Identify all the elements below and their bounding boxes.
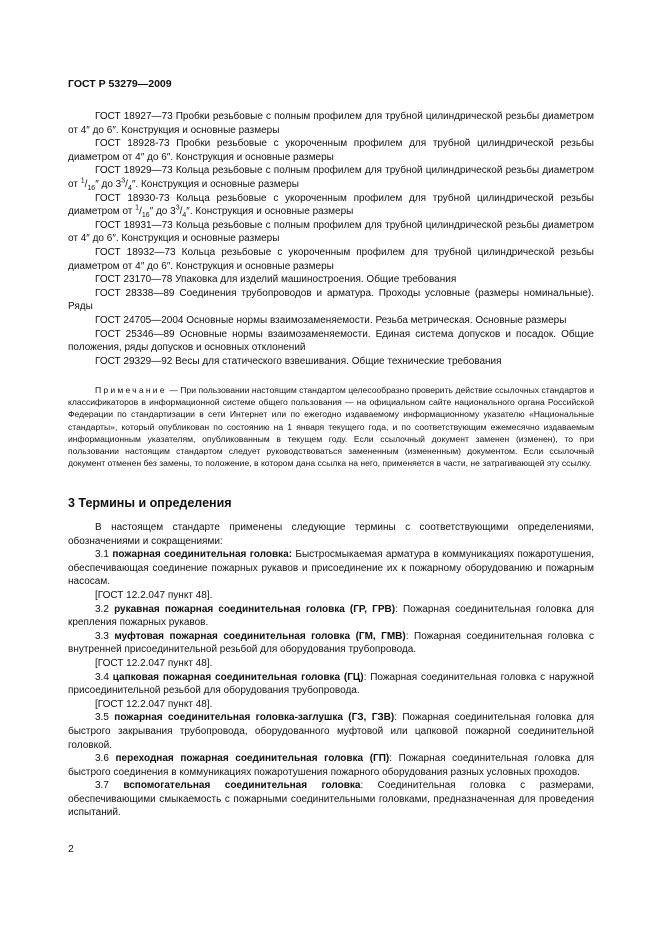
ref-item: ГОСТ 18928-73 Пробки резьбовые с укороченным профилем для трубной цилиндрической резьбы диаметром от 4″ до 6″. Конструкция и основные размеры: [68, 138, 594, 163]
ref-item: ГОСТ 24705—2004 Основные нормы взаимозаменяемости. Резьба метрическая. Основные размеры: [95, 314, 567, 326]
ref-item: ГОСТ 18932—73 Кольца резьбовые с укороченным профилем для трубной цилиндрической резьбы диаметром от 4″ до 6″. Конструкция и основные размеры: [68, 246, 594, 272]
note-label: Примечание: [95, 385, 167, 395]
ref-item: ГОСТ 29329—92 Весы для статического взвешивания. Общие технические требования: [95, 355, 502, 367]
term-source: [ГОСТ 12.2.047 пункт 48].: [95, 657, 213, 669]
term-source: [ГОСТ 12.2.047 пункт 48].: [95, 698, 213, 710]
intro-paragraph: В настоящем стандарте применены следующие термины с соответствующими определениями, обозначениями и сокращениями:: [68, 522, 594, 547]
ref-item: ГОСТ 18930-73 Кольца резьбовые с укороченным профилем для трубной цилиндрической резьбы диаметром от $^1/_{16}''$ до $3^3/_4''$. Конструкция и основные размеры: [68, 192, 594, 220]
note-block: [68, 384, 594, 469]
ref-item: ГОСТ 18927—73 Пробки резьбовые с полным профилем для трубной цилиндрической резьбы диаметром от 4″ до 6″. Конструкция и основные размеры: [68, 111, 594, 136]
term-item: 3.1 пожарная соединительная головка: Быстросмыкаемая арматура в коммуникациях пожаротушения, обеспечивающая соединение пожарных рукавов и присоединение их к пожарному оборудованию и пожарным насосам.: [68, 549, 594, 588]
term-item: 3.2 рукавная пожарная соединительная головка (ГР, ГРВ): Пожарная соединительная головка для крепления пожарных рукавов.: [68, 603, 594, 629]
term-item: 3.3 муфтовая пожарная соединительная головка (ГМ, ГМВ): Пожарная соединительная головка с внутренней присоединительной резьбой для оборудования трубопровода.: [68, 630, 595, 656]
normative-references: [68, 110, 594, 368]
ref-item: ГОСТ 28338—89 Соединения трубопроводов и арматура. Проходы условные (размеры номинальные). Ряды: [68, 287, 594, 313]
term-item: 3.4 цапковая пожарная соединительная головка (ГЦ): Пожарная соединительная головка с наружной присоединительной резьбой для оборудования трубопровода.: [68, 671, 595, 697]
term-item: 3.7 вспомогательная соединительная головка: Соединительная головка с размерами, обеспечивающими смыкаемость с пожарными соединительными головками, предназначенная для проведения испытаний.: [68, 780, 594, 819]
note-text: — При пользовании настоящим стандартом целесообразно проверить действие ссылочных стандартов и классификаторов в информационной системе общего пользования — на официальном сайте национального органа Российской Федерации по стандартизации в сети Интернет или по ежегодно издаваемому информационному указателю «Национальные стандарты», который опубликован по состоянию на 1 января текущего года, и по соответствующим ежемесячно издаваемым информационным указателям, опубликованным в текущем году. Если ссылочный документ заменен (изменен), то при пользовании настоящим стандартом следует руководствоваться замененным (измененным) документом. Если ссылочный документ отменен без замены, то положение, в котором дана ссылка на него, применяется в части, не затрагивающей эту ссылку.: [68, 385, 594, 469]
ref-item: ГОСТ 18931—73 Кольца резьбовые с полным профилем для трубной цилиндрической резьбы диаметром от 4″ до 6″. Конструкция и основные размеры: [68, 219, 594, 245]
ref-item: ГОСТ 23170—78 Упаковка для изделий машиностроения. Общие требования: [95, 274, 457, 286]
page-number: 2: [68, 843, 74, 855]
ref-item: ГОСТ 25346—89 Основные нормы взаимозаменяемости. Единая система допусков и посадок. Общие положения, ряды допусков и основных отклонений: [68, 328, 594, 354]
term-item: 3.5 пожарная соединительная головка-заглушка (ГЗ, ГЗВ): Пожарная соединительная головка для быстрого закрывания трубопровода, оборудованного муфтовой или цапковой пожарной соединительной головкой.: [68, 712, 594, 751]
term-item: 3.6 переходная пожарная соединительная головка (ГП): Пожарная соединительная головка для быстрого соединения в коммуникациях пожаротушения пожарного оборудования разных условных проходов.: [68, 753, 594, 778]
document-header: ГОСТ Р 53279—2009: [68, 78, 172, 90]
term-source: [ГОСТ 12.2.047 пункт 48].: [95, 589, 213, 601]
section-title: 3 Термины и определения: [68, 496, 232, 510]
terms-list: [68, 521, 594, 820]
ref-item: ГОСТ 18929—73 Кольца резьбовые с полным профилем для трубной цилиндрической резьбы диаметром от $^1/_{16}''$ до $3^3/_4''$. Конструкция и основные размеры: [68, 165, 594, 192]
